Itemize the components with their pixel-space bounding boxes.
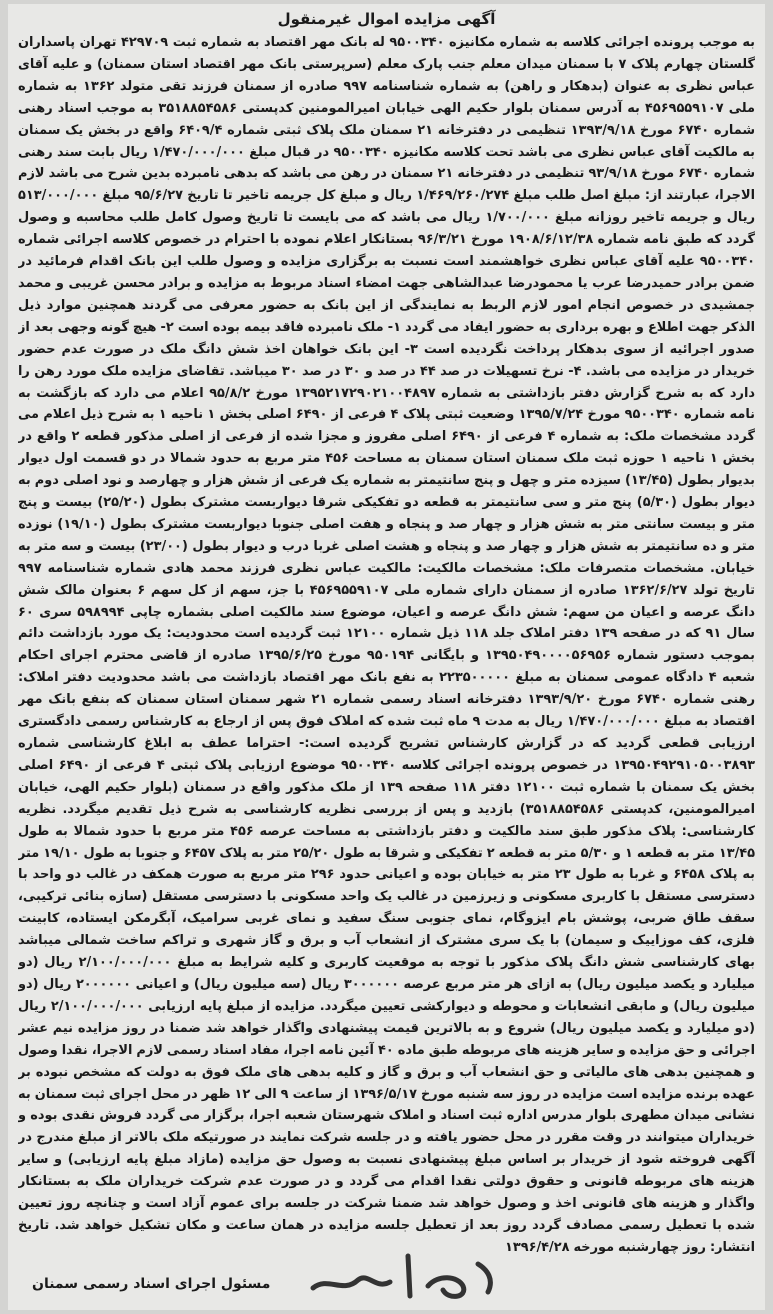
- newspaper-clipping: [8, 4, 765, 1310]
- notice-body: به موجب پرونده اجرائی کلاسه به شماره مکانیزه ۹۵۰۰۳۴۰ له بانک مهر اقتصاد به شماره ثبت ۴۲۹۷۰۹ تهران پاسداران گلستان چهارم پلاک ۷ با سمنان میدان معلم جنب پارک معلم (سرپرستی بانک مهر اقتصاد استان سمنان) و علیه آقای عباس نظری به عنوان (بدهکار و راهن) به شماره شناسنامه ۹۹۷ صادره از سمنان فرزند تقی متولد ۱۳۶۲ به شماره ملی ۴۵۶۹۵۵۹۱۰۷ به آدرس سمنان بلوار حکیم الهی خیابان امیرالمومنین کدپستی ۳۵۱۸۸۵۴۵۸۶ به موجب اسناد رهنی شماره ۶۷۴۰ مورخ ۱۳۹۳/۹/۱۸ تنظیمی در دفترخانه ۲۱ سمنان ملک پلاک ثبتی شماره ۶۴۰۹/۴ واقع در بخش یک سمنان به مالکیت آقای عباس نظری می باشد تحت کلاسه مکانیزه ۹۵۰۰۳۴۰ در قبال مبلغ ۱/۴۷۰/۰۰۰/۰۰۰ ریال بابت سند رهنی شماره ۶۷۴۰ مورخ ۹۳/۹/۱۸ تنظیمی در دفترخانه ۲۱ سمنان در رهن می باشد که بدهی نامبرده بدین شرح می باشد لازم الاجرا، عبارتند از: مبلغ اصل طلب مبلغ ۱/۴۶۹/۲۶۰/۲۷۴ ریال و مبلغ کل جریمه تاخیر تا تاریخ ۹۵/۶/۲۷ مبلغ ۵۱۳/۰۰۰/۰۰۰ ریال و جریمه تاخیر روزانه مبلغ ۱/۷۰۰/۰۰۰ ریال می باشد که می بایست تا تاریخ وصول کامل طلب محاسبه و وصول گردد که طبق نامه شماره ۱۹۰۸/۶/۱۲/۳۸ مورخ ۹۶/۳/۲۱ بستانکار اعلام نموده با احترام در خصوص کلاسه اجرائی شماره ۹۵۰۰۳۴۰ علیه آقای عباس نظری خواهشمند است نسبت به برگزاری مزایده و وصول طلب این بانک اقدام فرمائید در ضمن برادر حمیدرضا عرب یا محمودرضا عبدالشاهی جهت امضاء اسناد مربوط به مزایده و برادر محسن غریبی و محمد جمشیدی در خصوص انجام امور لازم الربط به نمایندگی از این بانک به حضور معرفی می گردند همچنین موارد ذیل الذکر جهت اطلاع و بهره برداری به حضور ایفاد می گردد ۱- ملک نامبرده فاقد بیمه بوده است ۲- هیچ گونه وجهی بعد از صدور اجرائیه از سوی بدهکار پرداخت نگردیده است ۳- این بانک خواهان اخذ شش دانگ ملک در صورت عدم حضور خریدار در مزایده می باشد. ۴- نرخ تسهیلات در صد ۴۴ در صد و ۳۰ در صد ۳۰ میباشد. تقاضای مزایده ملک مورد رهن را دارد که به شرح گزارش دفتر بازداشتی به شماره ۱۳۹۵۲۱۷۲۹۰۲۱۰۰۴۸۹۷ مورخ ۹۵/۸/۲ اعلام می دارد که بازگشت به نامه شماره ۹۵۰۰۳۴۰ مورخ ۱۳۹۵/۷/۲۴ وضعیت ثبتی پلاک ۴ فرعی از ۶۴۹۰ اصلی بخش ۱ ناحیه ۱ به شرح ذیل اعلام می گردد مشخصات ملک: به شماره ۴ فرعی از ۶۴۹۰ اصلی مفروز و مجزا شده از فرعی از اصلی مذکور قطعه ۲ واقع در بخش ۱ ناحیه ۱ حوزه ثبت ملک سمنان استان سمنان به مساحت ۴۵۶ متر مربع به حدود شمالا در دو قسمت اول دیوار بدیوار بطول (۱۳/۴۵) سیزده متر و چهل و پنج سانتیمتر به شماره یک فرعی از شش هزار و چهارصد و نود اصلی دوم به دیوار بطول (۵/۳۰) پنج متر و سی سانتیمتر به قطعه دو تفکیکی شرقا دیواربست مشترک بطول (۲۵/۲۰) بیست و پنج متر و بیست سانتی متر به شش هزار و چهار صد و پنجاه و هفت اصلی جنوبا دیواربست مشترک بطول (۱۹/۱۰) نوزده متر و ده سانتیمتر به شش هزار و چهار صد و پنجاه و هشت اصلی غربا درب و دیوار بطول (۲۳/۰۰) بیست و سه متر به خیابان. مشخصات متصرفات ملک: مشخصات مالکیت: مالکیت عباس نظری فرزند محمد هادی شماره شناسنامه ۹۹۷ تاریخ تولد ۱۳۶۲/۶/۲۷ صادره از سمنان دارای شماره ملی ۴۵۶۹۵۵۹۱۰۷ با جز، سهم از کل سهم ۶ بعنوان مالک شش دانگ عرصه و اعیان من سهم: شش دانگ عرصه و اعیان، موضوع سند مالکیت اصلی بشماره چاپی ۵۹۸۹۹۴ سری ۶۰ سال ۹۱ که در صفحه ۱۳۹ دفتر املاک جلد ۱۱۸ ذیل شماره ۱۲۱۰۰ ثبت گردیده است محدودیت: یک مورد بازداشت دائم بموجب دستور شماره ۱۳۹۵۰۴۹۰۰۰۰۵۶۹۵۶ و بایگانی ۹۵۰۱۹۴ مورخ ۱۳۹۵/۶/۲۵ صادره از قاضی محترم اجرای احکام شعبه ۴ دادگاه عمومی سمنان به مبلغ ۲۲۳۵۰۰۰۰۰ به نفع بانک مهر اقتصاد بازداشت می باشد محدودیت دفتر املاک: رهنی شماره ۶۷۴۰ مورخ ۱۳۹۳/۹/۲۰ دفترخانه اسناد رسمی شماره ۲۱ شهر سمنان استان سمنان که بنفع بانک مهر اقتصاد به مبلغ ۱/۴۷۰/۰۰۰/۰۰۰ ریال به مدت ۹ ماه ثبت شده که املاک فوق پس از ارجاع به کارشناس رسمی دادگستری ارزیابی قطعی گردید که در گزارش کارشناس تشریح گردیده است:- احتراما عطف به ابلاغ کارشناسی شماره ۱۳۹۵۰۴۹۲۹۱۰۵۰۰۳۸۹۳ در خصوص پرونده اجرائی کلاسه ۹۵۰۰۳۴۰ موضوع ارزیابی پلاک ثبتی ۴ فرعی از ۶۴۹۰ اصلی بخش یک سمنان با شماره ثبت ۱۲۱۰۰ دفتر ۱۱۸ صفحه ۱۳۹ از ملک مذکور واقع در سمنان (بلوار حکیم الهی، خیابان امیرالمومنین، کدپستی ۳۵۱۸۸۵۴۵۸۶) بازدید و پس از بررسی نظریه کارشناسی به شرح ذیل تقدیم میگردد. نظریه کارشناسی: پلاک مذکور طبق سند مالکیت و دفتر بازداشتی به مساحت عرصه ۴۵۶ متر مربع با حدود شمالا به طول ۱۳/۴۵ متر به قطعه ۱ و ۵/۳۰ متر به قطعه ۲ تفکیکی و شرقا به طول ۲۵/۲۰ متر به پلاک ۶۴۵۷ و جنوبا به طول ۱۹/۱۰ متر به پلاک ۶۴۵۸ و غربا به طول ۲۳ متر به خیابان بوده و اعیانی حدود ۲۹۶ متر مربع به صورت همکف در غالب دو واحد با دسترسی مستقل با کاربری مسکونی و زیرزمین در غالب یک واحد مسکونی با دسترسی مستقل (سازه بنائی ترکیبی، سقف طاق ضربی، پوشش بام ایزوگام، نمای جنوبی سنگ سفید و نمای غربی سرامیک، آبگرمکن ایستاده، کابینت فلزی، کف موزاییک و سیمان) با یک سری مشترک از انشعاب آب و برق و گاز شهری و تراکم ساخت شمالی میباشد بهای کارشناسی شش دانگ پلاک مذکور با توجه به موقعیت کاربری و کلیه شرایط به مبلغ ۲/۱۰۰/۰۰۰/۰۰۰ ریال (دو میلیارد و یکصد میلیون ریال) به ازای هر متر مربع عرصه ۳۰۰۰۰۰۰ ریال (سه میلیون ریال) و اعیانی ۲۰۰۰۰۰۰ ریال (دو میلیون ریال) و مابقی انشعابات و محوطه و دیوارکشی تعیین میگردد. مزایده از مبلغ پایه ارزیابی ۲/۱۰۰/۰۰۰/۰۰۰ ریال (دو میلیارد و یکصد میلیون ریال) شروع و به بالاترین قیمت پیشنهادی واگذار خواهد شد ضمنا در روز مزایده نیم عشر اجرائی و حق مزایده و سایر هزینه های مربوطه طبق ماده ۴۰ آئین نامه اجرا، مفاد اسناد رسمی لازم الاجرا، نقدا وصول و همچنین بدهی های مالیاتی و حق انشعاب آب و برق و گاز و کلیه بدهی های ملک فوق به دولت که مشخص نبوده بر عهده برنده مزایده است مزایده در روز سه شنبه مورخ ۱۳۹۶/۵/۱۷ از ساعت ۹ الی ۱۲ ظهر در محل اجرای ثبت سمنان به نشانی میدان مطهری بلوار مدرس اداره ثبت اسناد و املاک شهرستان شعبه اجرا، برگزار می گردد فروش نقدی بوده و خریداران میتوانند در وقت مقرر در محل حضور یافته و در جلسه شرکت نمایند در صورتیکه ملک بالاتر از مبلغ مندرج در آگهی فروخته شود از خریدار بر اساس مبلغ پیشنهادی نسبت به وصول حق مزایده (مازاد مبلغ پایه ارزیابی) و سایر هزینه های مربوطه قانونی و حقوق دولتی نقدا اقدام می گردد و در صورت عدم شرکت خریداران ملک به بستانکار واگذار و هزینه های قانونی اخذ و وصول خواهد شد ضمنا شرکت در جلسه برای عموم آزاد است و چنانچه روز تعیین شده با تعطیل رسمی مصادف گردد روز بعد از تعطیل جلسه مزایده در همان ساعت و مکان تشکیل خواهد شد. تاریخ انتشار: روز چهارشنبه مورخه ۱۳۹۶/۴/۲۸: [18, 35, 755, 1255]
- handwritten-mark: [298, 1246, 508, 1306]
- notice-title: آگهی مزایده اموال غیرمنقول: [277, 10, 496, 28]
- notice-signature: مسئول اجرای اسناد رسمی سمنان: [32, 1276, 271, 1292]
